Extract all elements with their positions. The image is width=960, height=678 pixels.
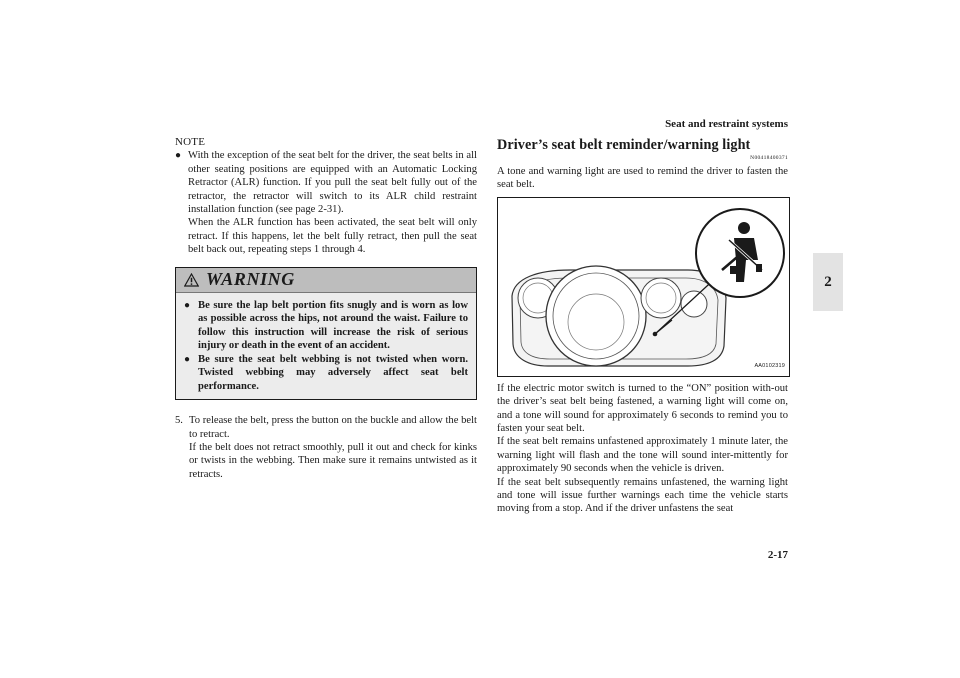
warning-triangle-icon (184, 273, 199, 287)
bullet-icon: ● (175, 150, 182, 162)
warning-title: WARNING (206, 268, 295, 289)
warning-header (176, 268, 476, 293)
warning-item (184, 299, 468, 353)
note-text: With the exception of the seat belt for the driver, the seat belts in all other seating positions are equipped with an Automatic Locking Retractor (ALR) function. If you pull the seat belt fully out of the retractor, the retractor will switch to its ALR child restraint installation function (see page 2-31). (188, 150, 477, 216)
warning-item (184, 353, 468, 394)
bullet-icon: ● (184, 299, 191, 311)
step-text: To release the belt, press the button on the buckle and allow the belt to retract. (189, 415, 477, 440)
instrument-cluster-illustration (497, 197, 790, 377)
right-column (497, 137, 788, 516)
step-text: If the belt does not retract smoothly, pull it out and check for kinks or twists in the webbing. Then make sure it remains untwisted as it retracts. (189, 441, 477, 480)
warning-box (175, 267, 477, 401)
warning-text: Be sure the seat belt webbing is not twisted when worn. Twisted webbing may adversely affect seat belt performance. (198, 353, 468, 392)
running-header: Seat and restraint systems (665, 118, 788, 130)
image-code: AA0102319 (754, 363, 785, 370)
warning-text: Be sure the lap belt portion fits snugly and is worn as low as possible across the hips, not around the waist. Failure to follow this instruction will increase the risk of serious injury or death in the event of an accident. (198, 299, 468, 352)
bullet-icon: ● (184, 353, 191, 365)
body-paragraph: If the electric motor switch is turned to the “ON” position with-out the driver’s seat belt being fastened, a warning light will come on, and a tone will sound for approximately 6 seconds to remind you to fasten your seat belt. (497, 382, 788, 435)
left-column (175, 136, 477, 481)
note-item (175, 149, 477, 256)
note-label: NOTE (175, 136, 206, 148)
section-title: Driver’s seat belt reminder/warning light (497, 137, 751, 153)
instrument-cluster-drawing (498, 198, 789, 376)
step-number: 5. (175, 415, 183, 427)
section-code: N00418400371 (750, 155, 788, 161)
step-item (175, 414, 477, 481)
chapter-tab: 2 (813, 253, 843, 311)
warning-body (176, 293, 476, 400)
intro-text: A tone and warning light are used to remind the driver to fasten the seat belt. (497, 166, 788, 191)
body-paragraph: If the seat belt subsequently remains unfastened, the warning light and tone will issue further warnings each time the vehicle starts moving from a stop. And if the driver unfastens the seat (497, 476, 788, 515)
page-number: 2-17 (767, 549, 788, 561)
body-paragraph: If the seat belt remains unfastened approximately 1 minute later, the warning light will flash and the tone will sound inter-mittently for approximately 90 seconds when the vehicle is driven. (497, 436, 788, 475)
note-text: When the ALR function has been activated, the seat belt will only retract. If this happens, let the belt fully retract, then pull the seat belt back out, repeating steps 1 through 4. (188, 217, 477, 256)
